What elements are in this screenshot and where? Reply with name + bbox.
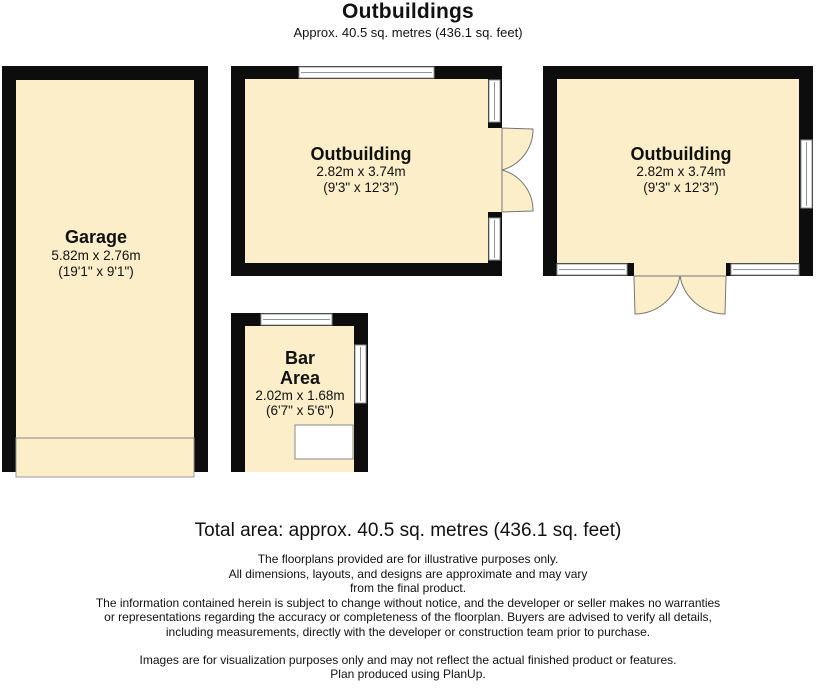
window-top (261, 314, 332, 325)
window-right-upper (489, 80, 500, 122)
disclaimer-line: including measurements, directly with the developer or construction team prior to purchase. (165, 624, 651, 639)
outbuilding-1-name: Outbuilding (310, 144, 412, 164)
outbuilding-1-imperial: (9'3" x 12'3") (323, 180, 399, 195)
double-door-right (502, 128, 533, 212)
window-right (355, 345, 366, 403)
plan-title: Outbuildings (342, 0, 474, 23)
window-top (299, 67, 434, 78)
garage-room (2, 66, 208, 477)
disclaimer-line: The floorplans provided are for illustrative purposes only. (257, 552, 559, 566)
disclaimer-line: or representations regarding the accuracy or completeness of the floorplan. Buyers are advised to verify all details, (104, 610, 712, 625)
window-right-lower (489, 218, 500, 260)
outbuilding-2-imperial: (9'3" x 12'3") (643, 180, 719, 195)
disclaimer-line: All dimensions, layouts, and designs are approximate and may vary (228, 566, 588, 581)
bar-counter (295, 425, 353, 459)
outbuilding-1-room (231, 66, 533, 276)
window-bottom-right (731, 264, 799, 275)
outbuilding-2-room (543, 66, 813, 314)
bar-area-metric: 2.02m x 1.68m (255, 388, 345, 403)
bar-area-name-line2: Area (279, 368, 321, 388)
bar-area-name-line1: Bar (284, 348, 316, 368)
garage-name: Garage (64, 227, 128, 247)
door-opening (488, 128, 502, 212)
bar-area-room (231, 313, 368, 472)
plan-subtitle: Approx. 40.5 sq. metres (436.1 sq. feet) (293, 25, 523, 40)
window-bottom-left (557, 264, 627, 275)
outbuilding-2-name: Outbuilding (630, 144, 732, 164)
double-door-bottom (634, 276, 726, 314)
total-area: Total area: approx. 40.5 sq. metres (436.1 sq. feet) (194, 520, 622, 541)
outbuilding-2-metric: 2.82m x 3.74m (636, 164, 726, 179)
door-opening (634, 262, 726, 277)
garage-metric: 5.82m x 2.76m (51, 248, 141, 263)
window-right (801, 140, 812, 208)
notice-line: Plan produced using PlanUp. (330, 667, 486, 682)
bar-area-imperial: (6'7" x 5'6") (265, 403, 335, 418)
disclaimer-line: from the final product. (349, 581, 467, 596)
disclaimer-line: The information contained herein is subject to change without notice, and the developer or seller makes no warranties (95, 595, 721, 610)
notice-line: Images are for visualization purposes only and may not reflect the actual finished product or features. (139, 652, 677, 667)
disclaimer (0, 552, 816, 682)
outbuilding-1-metric: 2.82m x 3.74m (316, 164, 406, 179)
garage-door-threshold (16, 438, 194, 477)
garage-imperial: (19'1" x 9'1") (58, 264, 134, 279)
